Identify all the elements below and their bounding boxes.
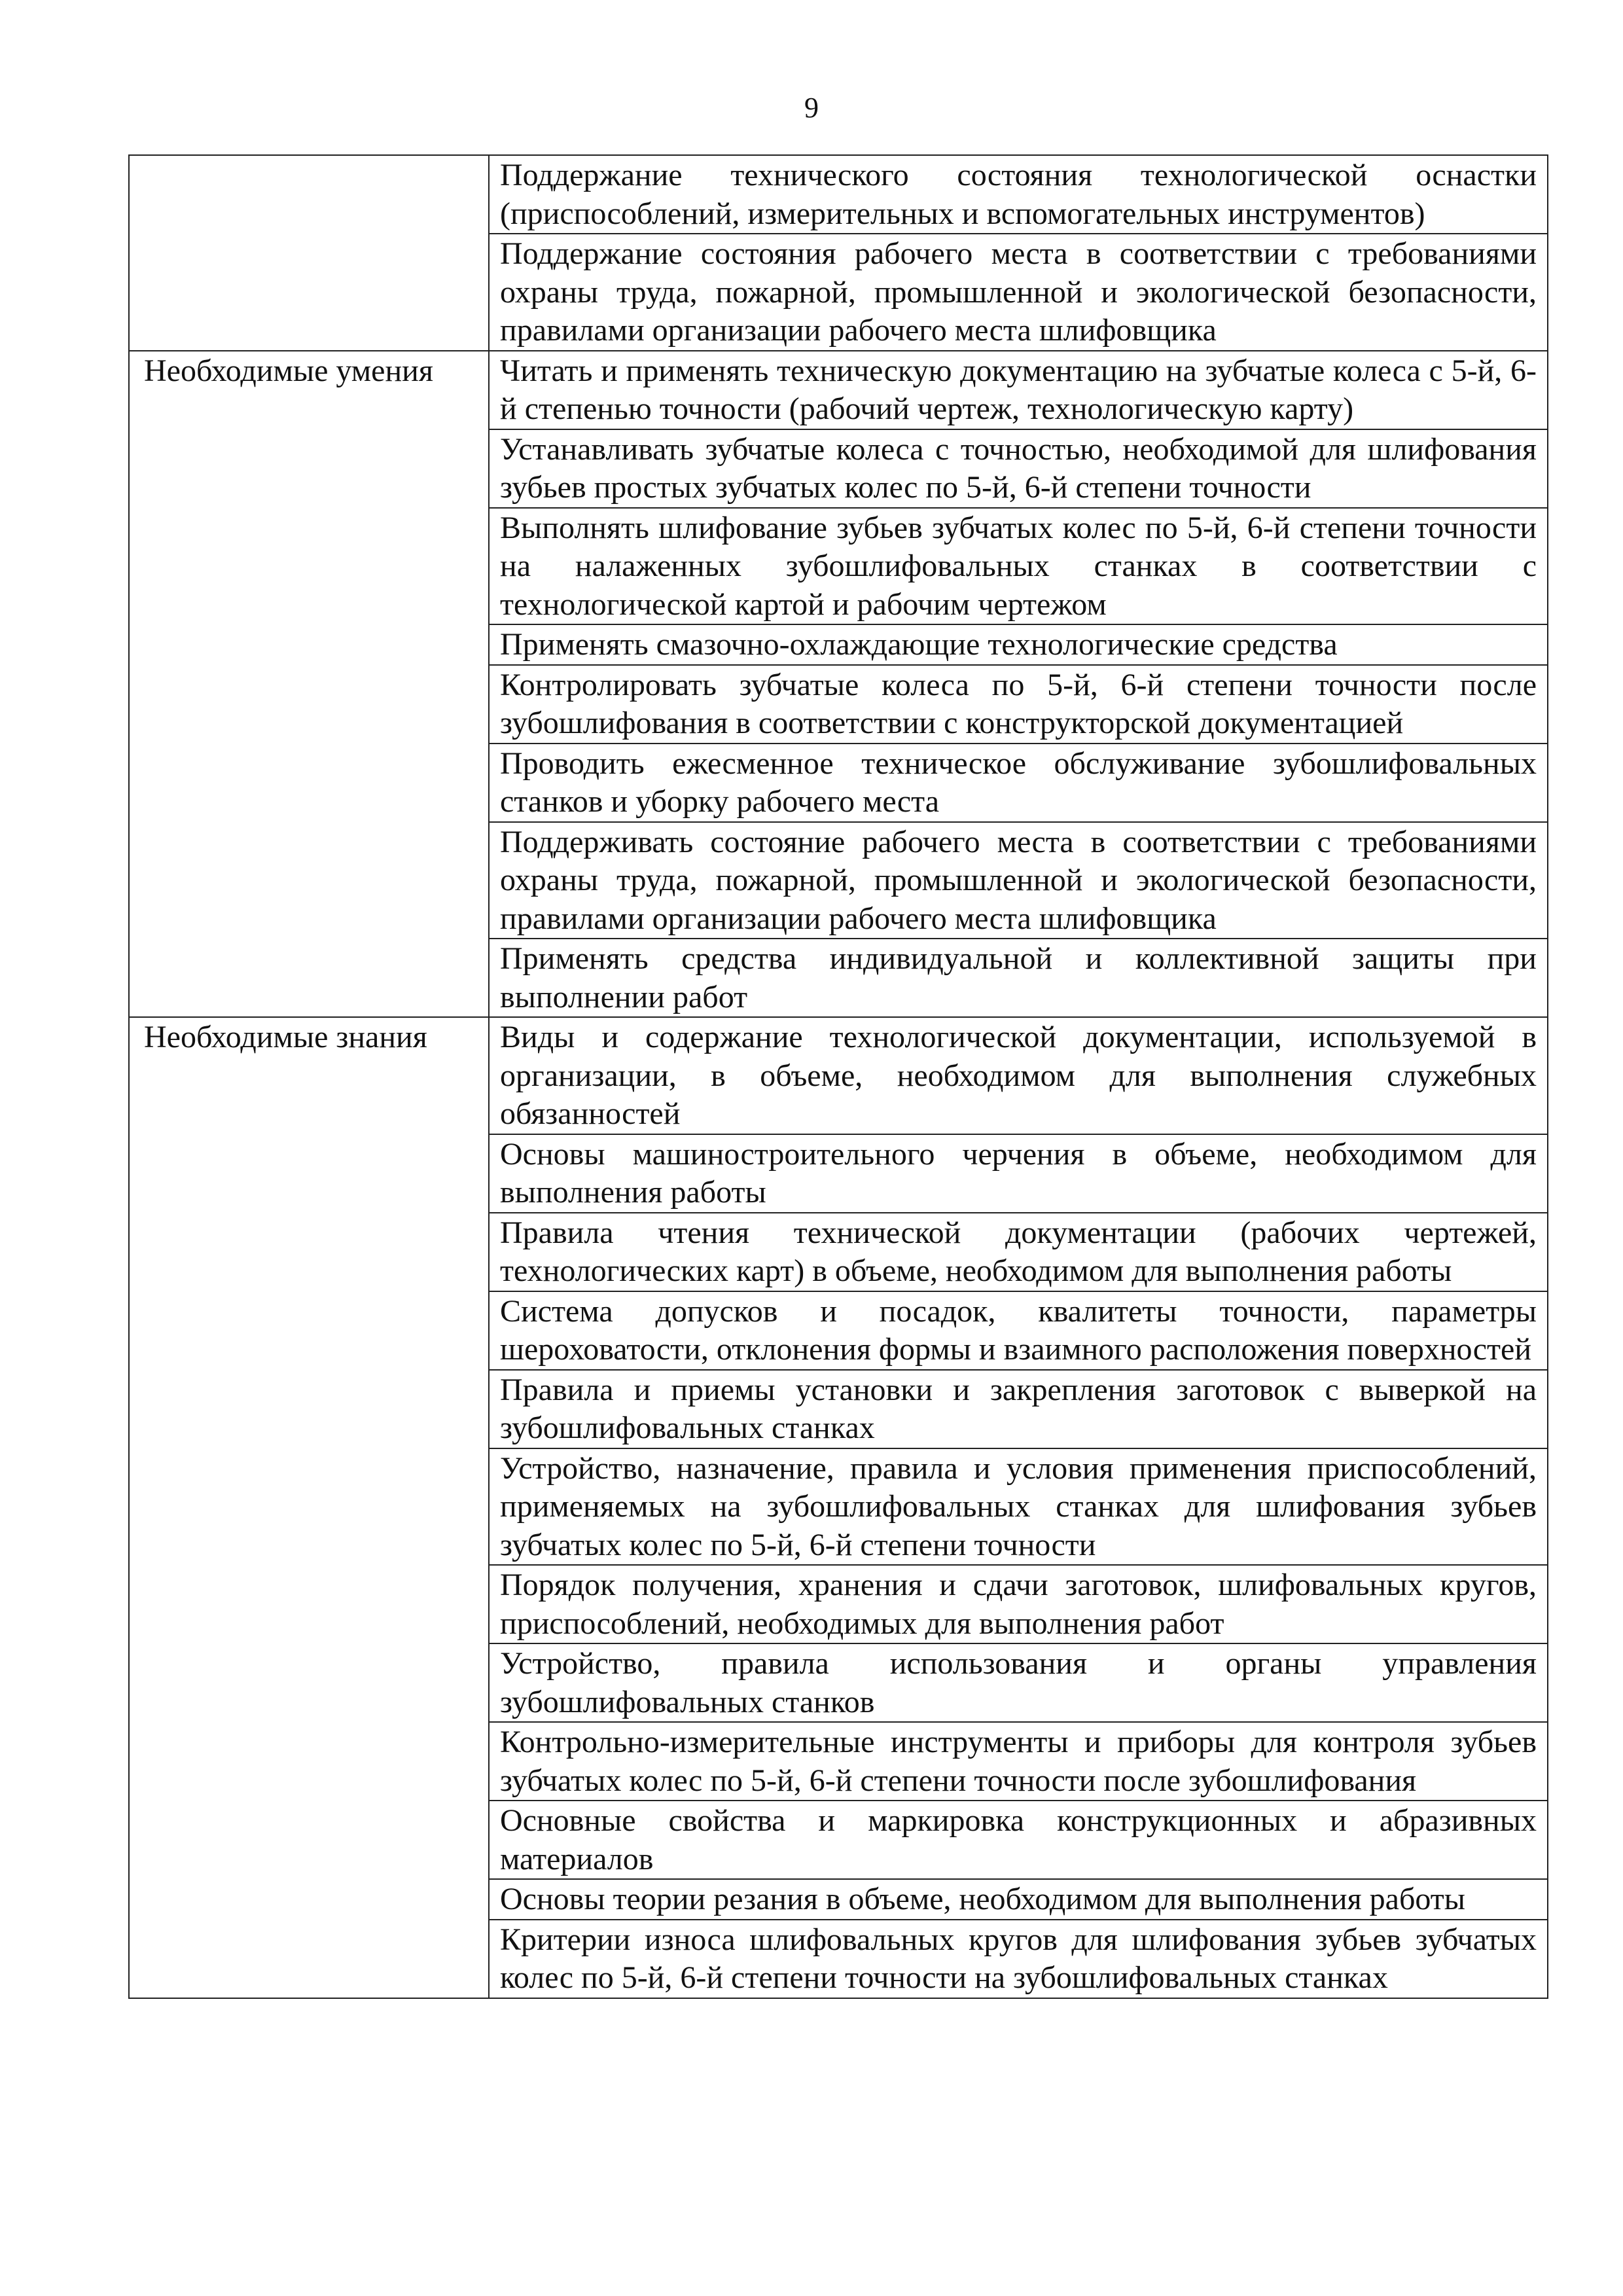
item-cell: Критерии износа шлифовальных кругов для шлифования зубьев зубчатых колес по 5-й, 6-й степени точности на зубошлифовальных станках xyxy=(489,1920,1548,1998)
item-cell: Правила и приемы установки и закрепления заготовок с выверкой на зубошлифовальных станках xyxy=(489,1370,1548,1448)
category-cell-knowledge: Необходимые знания xyxy=(129,1017,489,1998)
item-cell: Проводить ежесменное техническое обслуживание зубошлифовальных станков и уборку рабочего места xyxy=(489,744,1548,822)
item-cell: Поддержание технического состояния технологической оснастки (приспособлений, измерительных и вспомогательных инструментов) xyxy=(489,155,1548,234)
item-cell: Устройство, назначение, правила и условия применения приспособлений, применяемых на зубошлифовальных станках для шлифования зубьев зубчатых колес по 5-й, 6-й степени точности xyxy=(489,1448,1548,1566)
item-cell: Устанавливать зубчатые колеса с точностью, необходимой для шлифования зубьев простых зубчатых колес по 5-й, 6-й степени точности xyxy=(489,429,1548,508)
item-cell: Поддерживать состояние рабочего места в соответствии с требованиями охраны труда, пожарной, промышленной и экологической безопасности, правилами организации рабочего места шлифовщика xyxy=(489,822,1548,939)
item-cell: Основы теории резания в объеме, необходимом для выполнения работы xyxy=(489,1879,1548,1920)
item-cell: Правила чтения технической документации (рабочих чертежей, технологических карт) в объеме, необходимом для выполнения работы xyxy=(489,1213,1548,1291)
table-row xyxy=(129,1017,1548,1134)
item-cell: Контрольно-измерительные инструменты и приборы для контроля зубьев зубчатых колес по 5-й, 6-й степени точности после зубошлифования xyxy=(489,1722,1548,1801)
item-cell: Контролировать зубчатые колеса по 5-й, 6-й степени точности после зубошлифования в соответствии с конструкторской документацией xyxy=(489,665,1548,744)
category-cell-skills: Необходимые умения xyxy=(129,351,489,1018)
item-cell: Применять средства индивидуальной и коллективной защиты при выполнении работ xyxy=(489,939,1548,1017)
item-cell: Порядок получения, хранения и сдачи заготовок, шлифовальных кругов, приспособлений, необходимых для выполнения работ xyxy=(489,1565,1548,1643)
item-cell: Устройство, правила использования и органы управления зубошлифовальных станков xyxy=(489,1643,1548,1722)
requirements-table-body xyxy=(129,155,1548,1998)
requirements-table xyxy=(128,154,1548,1999)
item-cell: Основные свойства и маркировка конструкционных и абразивных материалов xyxy=(489,1801,1548,1879)
item-cell: Виды и содержание технологической документации, используемой в организации, в объеме, необходимом для выполнения служебных обязанностей xyxy=(489,1017,1548,1134)
table-row xyxy=(129,351,1548,429)
item-cell: Выполнять шлифование зубьев зубчатых колес по 5-й, 6-й степени точности на налаженных зубошлифовальных станках в соответствии с технологической картой и рабочим чертежом xyxy=(489,508,1548,625)
item-cell: Поддержание состояния рабочего места в соответствии с требованиями охраны труда, пожарной, промышленной и экологической безопасности, правилами организации рабочего места шлифовщика xyxy=(489,234,1548,351)
page-number: 9 xyxy=(804,92,819,124)
item-cell: Основы машиностроительного черчения в объеме, необходимом для выполнения работы xyxy=(489,1134,1548,1213)
item-cell: Применять смазочно-охлаждающие технологические средства xyxy=(489,624,1548,665)
table-row xyxy=(129,155,1548,234)
item-cell: Система допусков и посадок, квалитеты точности, параметры шероховатости, отклонения формы и взаимного расположения поверхностей xyxy=(489,1291,1548,1370)
item-cell: Читать и применять техническую документацию на зубчатые колеса с 5-й, 6-й степенью точности (рабочий чертеж, технологическую карту) xyxy=(489,351,1548,429)
category-cell-continued xyxy=(129,155,489,351)
